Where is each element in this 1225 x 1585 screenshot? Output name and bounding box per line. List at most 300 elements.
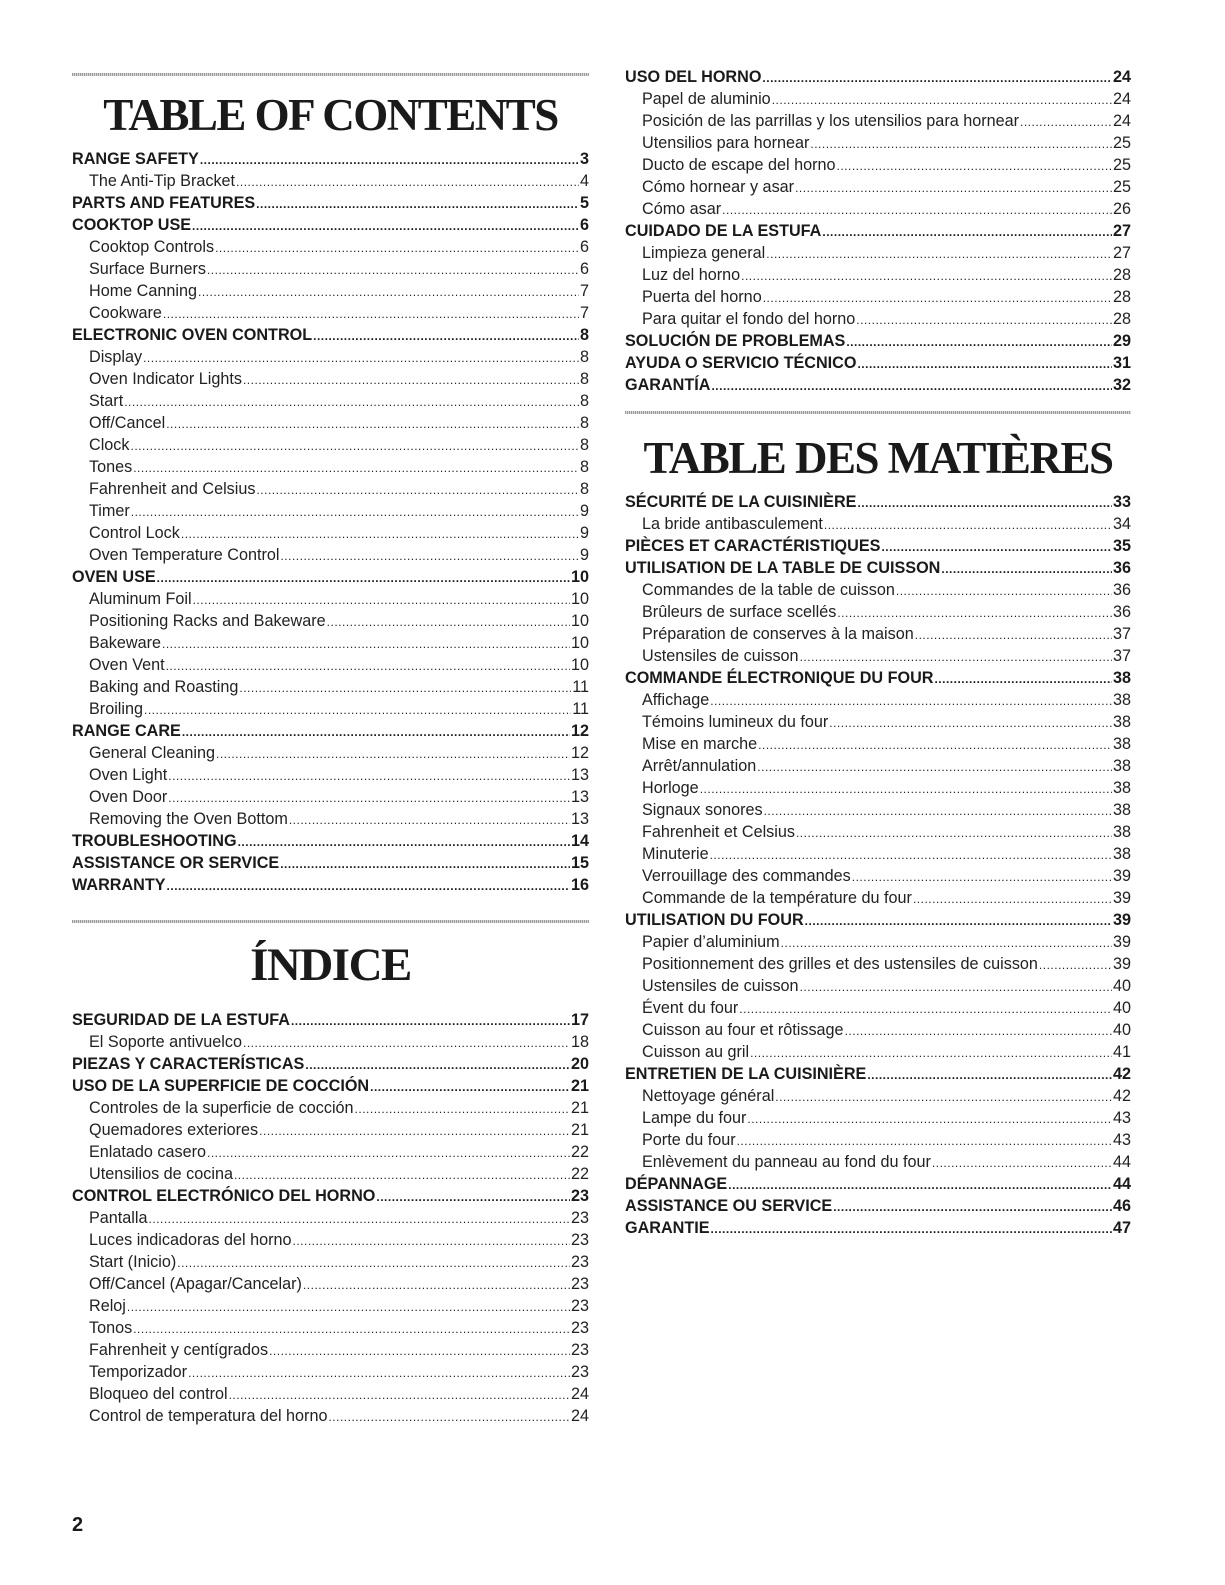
toc-entry-page-number: 36 [1112,559,1131,577]
dot-leader [124,391,579,413]
toc-entry-page-number: 27 [1112,244,1131,262]
dot-leader [355,1098,570,1120]
dot-leader [747,1108,1112,1130]
toc-entry-page-number: 5 [579,194,589,212]
toc-section-entry [625,66,1131,88]
toc-entry-title: UTILISATION DU FOUR [625,911,804,929]
toc-entry-title: GARANTIE [625,1219,710,1237]
dot-leader [256,479,579,501]
dot-leader [162,633,570,655]
toc-entry-title: Home Canning [89,282,197,300]
dot-leader [167,875,570,897]
toc-entry-title: ENTRETIEN DE LA CUISINIÈRE [625,1065,867,1083]
toc-entry-page-number: 17 [570,1011,589,1029]
toc-entry-title: DÉPANNAGE [625,1175,728,1193]
dot-leader [781,932,1112,954]
toc-section-entry [72,148,589,170]
toc-entry-title: CUIDADO DE LA ESTUFA [625,222,822,240]
toc-entry-title: Affichage [642,691,710,709]
toc-entry-title: Signaux sonores [642,801,763,819]
toc-section-entry [625,491,1131,513]
toc-entry-title: ASSISTANCE OR SERVICE [72,854,280,872]
toc-entry-page-number: 25 [1112,178,1131,196]
dot-leader [741,265,1112,287]
dot-leader [836,155,1112,177]
dot-leader [216,743,570,765]
dot-leader [710,690,1112,712]
toc-entry-title: Enlèvement du panneau au fond du four [642,1153,931,1171]
toc-section-entry [625,352,1131,374]
toc-subsection-entry [625,931,1131,953]
dot-leader [852,866,1112,888]
dot-leader [711,1218,1112,1240]
toc-entry-title: Témoins lumineux du four [642,713,829,731]
toc-entry-page-number: 14 [570,832,589,850]
toc-entry-page-number: 24 [570,1385,589,1403]
toc-subsection-entry [625,88,1131,110]
toc-subsection-entry [625,953,1131,975]
toc-section-entry [625,535,1131,557]
dot-leader [775,1086,1112,1108]
dot-leader [144,699,571,721]
toc-subsection-entry [625,997,1131,1019]
toc-entry-title: AYUDA O SERVICIO TÉCNICO [625,354,857,372]
toc-entry-page-number: 3 [579,150,589,168]
toc-entry-title: Évent du four [642,999,739,1017]
toc-subsection-entry [625,799,1131,821]
toc-subsection-entry [72,1163,589,1185]
toc-entry-page-number: 4 [579,172,589,190]
toc-entry-title: UTILISATION DE LA TABLE DE CUISSON [625,559,941,577]
spanish-toc-list-continued [625,66,1131,396]
dot-leader [1039,954,1112,976]
toc-entry-page-number: 38 [1112,713,1131,731]
toc-entry-title: Lampe du four [642,1109,747,1127]
toc-subsection-entry [625,601,1131,623]
toc-entry-title: Bloqueo del control [89,1385,228,1403]
toc-subsection-entry [625,1107,1131,1129]
dot-leader [280,545,579,567]
dot-leader [259,1120,570,1142]
toc-subsection-entry [625,308,1131,330]
toc-entry-page-number: 18 [570,1033,589,1051]
toc-subsection-entry [72,1295,589,1317]
toc-entry-title: Puerta del horno [642,288,762,306]
toc-entry-title: Oven Vent [89,656,165,674]
dot-leader [822,221,1112,243]
toc-entry-page-number: 22 [570,1165,589,1183]
toc-entry-page-number: 25 [1112,134,1131,152]
toc-entry-title: Préparation de conserves à la maison [642,625,914,643]
dot-leader [764,800,1112,822]
dot-leader [710,844,1112,866]
toc-entry-title: Temporizador [89,1363,188,1381]
toc-entry-title: PIÈCES ET CARACTÉRISTIQUES [625,537,881,555]
french-toc-list [625,491,1131,1239]
toc-section-entry [72,214,589,236]
toc-subsection-entry [72,654,589,676]
toc-entry-title: Oven Door [89,788,168,806]
toc-entry-page-number: 34 [1112,515,1131,533]
toc-subsection-entry [625,733,1131,755]
toc-entry-title: Fahrenheit and Celsius [89,480,256,498]
toc-section-entry [625,667,1131,689]
toc-subsection-entry [625,513,1131,535]
toc-subsection-entry [72,390,589,412]
toc-entry-page-number: 7 [579,282,589,300]
dot-leader [376,1186,570,1208]
toc-entry-title: Horloge [642,779,699,797]
dot-leader [867,1064,1112,1086]
dot-leader [182,721,570,743]
toc-subsection-entry [72,1383,589,1405]
toc-entry-page-number: 16 [570,876,589,894]
dot-leader [149,1208,570,1230]
toc-entry-title: Cómo asar [642,200,722,218]
toc-entry-title: Para quitar el fondo del horno [642,310,856,328]
toc-entry-title: Cookware [89,304,162,322]
toc-subsection-entry [72,786,589,808]
toc-subsection-entry [72,170,589,192]
toc-subsection-entry [72,1361,589,1383]
left-column [72,0,589,1427]
toc-entry-title: Control Lock [89,524,180,542]
toc-subsection-entry [72,500,589,522]
dot-leader [762,67,1112,89]
toc-entry-title: Controles de la superficie de cocción [89,1099,354,1117]
toc-subsection-entry [72,522,589,544]
toc-entry-title: Start [89,392,124,410]
toc-entry-page-number: 10 [570,612,589,630]
dot-leader [941,558,1112,580]
toc-entry-title: The Anti-Tip Bracket [89,172,236,190]
toc-entry-title: GARANTÍA [625,376,711,394]
toc-entry-page-number: 23 [570,1341,589,1359]
toc-subsection-entry [625,755,1131,777]
dot-leader [291,1010,570,1032]
toc-subsection-entry [72,434,589,456]
toc-entry-page-number: 22 [570,1143,589,1161]
toc-subsection-entry [72,698,589,720]
toc-entry-page-number: 38 [1112,757,1131,775]
dot-leader [328,1406,570,1428]
toc-entry-title: Cuisson au four et rôtissage [642,1021,844,1039]
toc-entry-page-number: 25 [1112,156,1131,174]
toc-entry-page-number: 23 [570,1253,589,1271]
toc-entry-page-number: 13 [570,810,589,828]
dot-leader [280,853,570,875]
toc-subsection-entry [625,1085,1131,1107]
toc-subsection-entry [625,1129,1131,1151]
divider-rule [625,411,1131,414]
toc-entry-page-number: 35 [1112,537,1131,555]
toc-entry-title: OVEN USE [72,568,156,586]
toc-section-entry [72,192,589,214]
toc-entry-page-number: 26 [1112,200,1131,218]
toc-entry-title: Nettoyage général [642,1087,775,1105]
toc-subsection-entry [72,632,589,654]
toc-subsection-entry [72,1251,589,1273]
toc-entry-page-number: 40 [1112,999,1131,1017]
dot-leader [857,353,1112,375]
dot-leader [829,712,1112,734]
toc-entry-page-number: 9 [579,546,589,564]
toc-section-entry [72,1053,589,1075]
toc-section-entry [72,852,589,874]
toc-entry-title: Papel de aluminio [642,90,771,108]
toc-entry-page-number: 8 [579,392,589,410]
toc-subsection-entry [625,154,1131,176]
toc-entry-page-number: 27 [1112,222,1131,240]
toc-subsection-entry [625,110,1131,132]
toc-entry-title: Positioning Racks and Bakeware [89,612,326,630]
toc-entry-title: Display [89,348,143,366]
toc-entry-title: Bakeware [89,634,161,652]
toc-entry-page-number: 12 [570,744,589,762]
toc-subsection-entry [625,132,1131,154]
toc-entry-page-number: 40 [1112,1021,1131,1039]
dot-leader [163,303,579,325]
toc-entry-title: SEGURIDAD DE LA ESTUFA [72,1011,290,1029]
toc-entry-page-number: 38 [1112,801,1131,819]
toc-entry-title: Ustensiles de cuisson [642,647,799,665]
toc-section-entry [625,1217,1131,1239]
toc-entry-page-number: 39 [1112,911,1131,929]
toc-entry-title: Fahrenheit et Celsius [642,823,795,841]
toc-subsection-entry [72,1097,589,1119]
toc-entry-title: Quemadores exteriores [89,1121,259,1139]
toc-entry-title: Oven Light [89,766,168,784]
toc-entry-page-number: 47 [1112,1219,1131,1237]
dot-leader [327,611,570,633]
toc-section-entry [72,720,589,742]
toc-entry-title: Luces indicadoras del horno [89,1231,292,1249]
toc-entry-page-number: 42 [1112,1087,1131,1105]
dot-leader [166,413,579,435]
toc-section-entry [625,1195,1131,1217]
toc-entry-page-number: 44 [1112,1175,1131,1193]
toc-entry-title: COOKTOP USE [72,216,192,234]
toc-entry-title: Baking and Roasting [89,678,239,696]
toc-entry-title: PIEZAS Y CARACTERÍSTICAS [72,1055,305,1073]
toc-entry-page-number: 44 [1112,1153,1131,1171]
toc-entry-title: Commande de la température du four [642,889,912,907]
dot-leader [177,1252,570,1274]
toc-subsection-entry [72,1317,589,1339]
toc-entry-page-number: 40 [1112,977,1131,995]
dot-leader [133,457,579,479]
toc-entry-page-number: 21 [570,1099,589,1117]
toc-entry-title: Broiling [89,700,143,718]
dot-leader [766,243,1112,265]
dot-leader [193,589,570,611]
toc-subsection-entry [72,676,589,698]
toc-entry-title: Positionnement des grilles et des ustensiles de cuisson [642,955,1038,973]
toc-subsection-entry [72,1031,589,1053]
dot-leader [857,492,1112,514]
dot-leader [168,787,570,809]
dot-leader [833,1196,1112,1218]
toc-entry-page-number: 28 [1112,288,1131,306]
toc-entry-page-number: 39 [1112,955,1131,973]
dot-leader [305,1054,570,1076]
toc-subsection-entry [72,346,589,368]
toc-entry-page-number: 38 [1112,735,1131,753]
dot-leader [166,655,570,677]
toc-entry-title: RANGE SAFETY [72,150,199,168]
toc-subsection-entry [72,368,589,390]
spanish-toc-heading: ÍNDICE [250,939,411,991]
dot-leader [303,1274,570,1296]
toc-subsection-entry [72,280,589,302]
toc-entry-page-number: 43 [1112,1109,1131,1127]
toc-subsection-entry [625,843,1131,865]
toc-subsection-entry [625,1019,1131,1041]
dot-leader [192,215,579,237]
dot-leader [800,646,1112,668]
toc-subsection-entry [625,623,1131,645]
toc-section-entry [72,324,589,346]
divider-rule [72,920,589,923]
english-toc-list [72,148,589,896]
dot-leader [737,1130,1112,1152]
right-column [625,0,1131,1239]
dot-leader [763,287,1112,309]
toc-entry-title: SÉCURITÉ DE LA CUISINIÈRE [625,493,857,511]
toc-section-entry [72,566,589,588]
dot-leader [243,1032,570,1054]
toc-entry-page-number: 37 [1112,625,1131,643]
toc-entry-page-number: 23 [570,1319,589,1337]
toc-entry-page-number: 24 [1112,112,1131,130]
dot-leader [207,1142,570,1164]
dot-leader [238,831,570,853]
toc-entry-title: Utensilios para hornear [642,134,810,152]
dot-leader [131,501,579,523]
toc-entry-page-number: 23 [570,1231,589,1249]
dot-leader [915,624,1112,646]
dot-leader [181,523,579,545]
toc-entry-title: Verrouillage des commandes [642,867,851,885]
toc-subsection-entry [72,258,589,280]
dot-leader [757,756,1112,778]
toc-section-entry [72,1075,589,1097]
toc-section-entry [72,874,589,896]
dot-leader [198,281,579,303]
toc-entry-page-number: 20 [570,1055,589,1073]
english-toc-heading: TABLE OF CONTENTS [103,90,558,140]
dot-leader [805,910,1112,932]
toc-entry-page-number: 13 [570,788,589,806]
toc-entry-title: La bride antibasculement [642,515,823,533]
toc-entry-page-number: 38 [1112,779,1131,797]
toc-entry-title: Removing the Oven Bottom [89,810,288,828]
toc-subsection-entry [72,610,589,632]
dot-leader [234,1164,570,1186]
toc-entry-title: General Cleaning [89,744,215,762]
toc-subsection-entry [72,478,589,500]
toc-entry-title: Oven Indicator Lights [89,370,242,388]
toc-entry-title: Mise en marche [642,735,758,753]
toc-entry-page-number: 10 [570,568,589,586]
toc-entry-title: Off/Cancel (Apagar/Cancelar) [89,1275,302,1293]
dot-leader [810,133,1112,155]
toc-entry-title: ELECTRONIC OVEN CONTROL [72,326,313,344]
toc-entry-title: TROUBLESHOOTING [72,832,237,850]
dot-leader [739,998,1112,1020]
toc-entry-page-number: 28 [1112,310,1131,328]
toc-entry-page-number: 6 [579,260,589,278]
toc-subsection-entry [625,777,1131,799]
toc-section-entry [625,330,1131,352]
toc-entry-page-number: 6 [579,238,589,256]
dot-leader [824,514,1112,536]
dot-leader [200,149,579,171]
toc-entry-page-number: 23 [570,1297,589,1315]
dot-leader [856,309,1112,331]
toc-entry-page-number: 13 [570,766,589,784]
toc-entry-page-number: 38 [1112,669,1131,687]
toc-entry-page-number: 23 [570,1275,589,1293]
toc-subsection-entry [72,1141,589,1163]
toc-entry-page-number: 15 [570,854,589,872]
toc-entry-title: SOLUCIÓN DE PROBLEMAS [625,332,846,350]
toc-entry-page-number: 8 [579,458,589,476]
toc-entry-title: ASSISTANCE OU SERVICE [625,1197,833,1215]
toc-subsection-entry [625,198,1131,220]
toc-section-entry [625,557,1131,579]
toc-entry-page-number: 39 [1112,933,1131,951]
toc-entry-title: Tonos [89,1319,133,1337]
toc-entry-page-number: 38 [1112,845,1131,863]
toc-entry-page-number: 7 [579,304,589,322]
dot-leader [837,602,1112,624]
toc-entry-page-number: 43 [1112,1131,1131,1149]
toc-entry-title: Cooktop Controls [89,238,215,256]
toc-entry-title: Start (Inicio) [89,1253,177,1271]
toc-entry-title: Posición de las parrillas y los utensilios para hornear [642,112,1019,130]
toc-section-entry [72,830,589,852]
toc-entry-page-number: 8 [579,414,589,432]
dot-leader [292,1230,570,1252]
toc-section-entry [625,1173,1131,1195]
toc-entry-title: WARRANTY [72,876,166,894]
toc-subsection-entry [625,711,1131,733]
dot-leader [913,888,1112,910]
toc-entry-title: Ducto de escape del horno [642,156,836,174]
toc-entry-title: USO DEL HORNO [625,68,762,86]
toc-subsection-entry [625,865,1131,887]
toc-entry-page-number: 33 [1112,493,1131,511]
dot-leader [243,369,579,391]
toc-entry-title: USO DE LA SUPERFICIE DE COCCIÓN [72,1077,370,1095]
toc-entry-page-number: 23 [570,1363,589,1381]
toc-subsection-entry [72,236,589,258]
dot-leader [772,89,1112,111]
toc-entry-page-number: 8 [579,480,589,498]
toc-entry-page-number: 10 [570,634,589,652]
toc-subsection-entry [72,1273,589,1295]
toc-entry-page-number: 8 [579,326,589,344]
toc-section-entry [625,220,1131,242]
toc-subsection-entry [72,588,589,610]
dot-leader [256,193,579,215]
toc-entry-page-number: 23 [570,1209,589,1227]
toc-subsection-entry [625,1151,1131,1173]
divider-rule [72,73,589,76]
dot-leader [133,1318,570,1340]
dot-leader [168,765,570,787]
